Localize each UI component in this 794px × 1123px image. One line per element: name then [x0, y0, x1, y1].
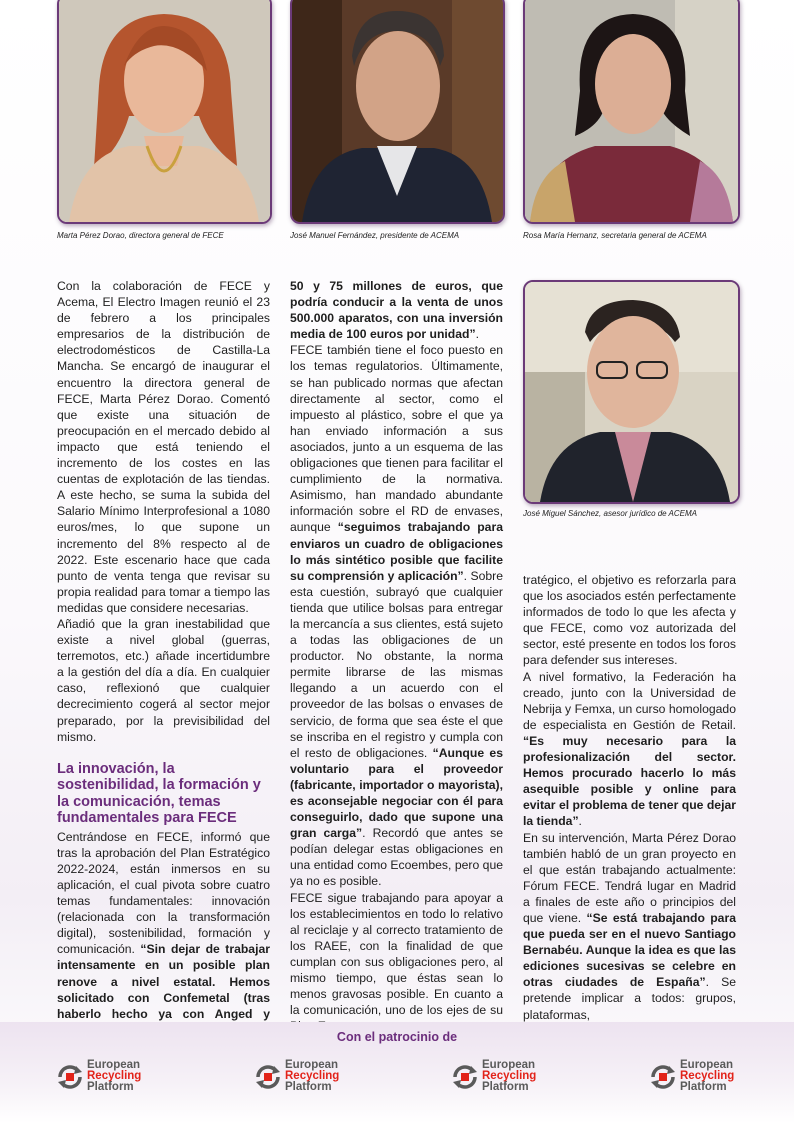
article-column-2: [290, 278, 503, 1034]
paragraph-text: .: [578, 814, 582, 829]
photo-caption: Marta Pérez Dorao, directora general de FECE: [57, 231, 224, 240]
quote: “seguimos trabajando para enviaros un cuadro de obligaciones lo más sintético posible que facilite su comprensión y aplicación”: [290, 520, 503, 583]
quote: “Se está trabajando para que pueda ser en el nuevo Santiago Bernabéu. Aunque la idea es que las ediciones sucesivas se celebre en otras ciudades de España”: [523, 910, 736, 990]
paragraph-text: . Recordó que antes se podían delegar estas obligaciones en una entidad como Ecoembes, pero que ya no es posible.: [290, 826, 503, 889]
logo-text: [285, 1060, 339, 1093]
logo-line: European: [87, 1059, 141, 1071]
european-recycling-platform-logo: [254, 1060, 354, 1096]
photo-jose-miguel-sanchez: [523, 280, 740, 504]
recycling-arrows-icon: [649, 1063, 677, 1091]
paragraph-text: En su intervención, Marta Pérez Dorao también habló de un gran proyecto en el que están trabajando actualmente: Fórum FECE. Tendrá lugar en Madrid a finales de este año o principios del que viene.: [523, 830, 736, 925]
recycling-arrows-icon: [254, 1063, 282, 1091]
photo-caption: Rosa María Hernanz, secretaria general de ACEMA: [523, 231, 707, 240]
logo-line: Platform: [87, 1081, 134, 1093]
logo-line: Platform: [482, 1081, 529, 1093]
european-recycling-platform-logo: [56, 1060, 156, 1096]
logo-line: Platform: [680, 1081, 727, 1093]
quote: “Sin dejar de trabajar intensamente en un posible plan renove a nivel estatal. Hemos solicitado con Confemetal (tras haberlo hecho ya con Anged y: [57, 942, 270, 1021]
quote: 50 y 75 millones de euros, que podría conducir a la venta de unos 500.000 aparatos, con una inversión media de 100 euros por unidad”: [290, 279, 503, 342]
portrait-image: [292, 0, 503, 222]
paragraph: [290, 342, 503, 889]
logo-line: Recycling: [285, 1070, 340, 1082]
portrait-image: [59, 0, 270, 222]
recycling-arrows-icon: [451, 1063, 479, 1091]
european-recycling-platform-logo: [649, 1060, 749, 1096]
logo-line: European: [285, 1059, 339, 1071]
paragraph: Con la colaboración de FECE y Acema, El Electro Imagen reunió el 23 de febrero a los principales empresarios de la distribución de electrodomésticos de Castilla-La Mancha. Se encargó de inaugurar el encuentro la directora general de FECE, Marta Pérez Dorao. Comentó que existe una situación de preocupación en el mercado debido al impacto que está teniendo el incremento de los costes en las cuentas de explotación de las tiendas. A este hecho, se suma la subida del Salario Mínimo Interprofesional a 1080 euros/mes, lo que supone un incremento del 8% respecto al de 2022. Este escenario hace que cada punto de venta tenga que revisar su propia realidad para tomar a tiempo las medidas que considere necesarias.: [57, 279, 270, 615]
article-column-3: [523, 572, 736, 1023]
logo-line: Recycling: [482, 1070, 537, 1082]
paragraph-text: A nivel formativo, la Federación ha creado, junto con la Universidad de Nebrija y Femxa, un curso homologado de especialista en Gestión de Retail.: [523, 669, 736, 732]
paragraph: [290, 278, 503, 342]
paragraph-text: . Se pretende implicar a todos: grupos, plataformas,: [523, 975, 736, 1022]
photo-caption: José Miguel Sánchez, asesor jurídico de ACEMA: [523, 509, 698, 518]
portrait-image: [525, 0, 738, 222]
section-heading: La innovación, la sostenibilidad, la formación y la comunicación, temas fundamentales para FECE: [57, 760, 261, 827]
photo-marta-perez-dorao: [57, 0, 272, 224]
paragraph: tratégico, el objetivo es reforzarla para que los asociados estén perfectamente informados de todo lo que les afecta y que FECE, como voz autorizada del sector, esté presente en todos los foros para defender sus intereses.: [523, 573, 736, 668]
paragraph-text: FECE también tiene el foco puesto en los temas regulatorios. Últimamente, se han publicado normas que afectan directamente al sector, como el impuesto al plástico, sobre el que ya han enviado información a sus asociados, junto a un esquema de las obligaciones que tienen para facilitar el cumplimiento de la normativa. Asimismo, han mandado abundante información sobre el RD de envases, aunque: [290, 343, 503, 535]
logo-text: [680, 1060, 734, 1093]
paragraph: [523, 669, 736, 830]
portrait-image: [525, 282, 738, 502]
quote: “Es muy necesario para la profesionalización del sector. Hemos procurado hacerlo lo más asequible posible y online para evitar el problema de tener que dejar la tienda”: [523, 733, 736, 829]
logo-line: Recycling: [87, 1070, 142, 1082]
photo-jose-manuel-fernandez: [290, 0, 505, 224]
article-column-1: [57, 278, 270, 1070]
paragraph: [523, 830, 736, 1023]
paragraph-text: Centrándose en FECE, informó que tras la aprobación del Plan Estratégico 2022-2024, están inmersos en su aplicación, el cual pivota sobre cuatro temas fundamentales: innovación (relacionada con la transformación digital), sostenibilidad, formación y comunicación.: [57, 829, 270, 957]
logo-line: European: [680, 1059, 734, 1071]
logo-line: European: [482, 1059, 536, 1071]
photo-caption: José Manuel Fernández, presidente de ACEMA: [290, 231, 460, 240]
logo-line: Recycling: [680, 1070, 735, 1082]
sponsor-title: Con el patrocinio de: [336, 1030, 458, 1044]
paragraph: FECE sigue trabajando para apoyar a los establecimientos en todo lo relativo al reciclaje y al correcto tratamiento de los RAEE, con la finalidad de que cumplan con sus obligaciones pero, al mismo tiempo, que éstas sean lo menos gravosas posible. En cuanto a la comunicación, uno de los ejes de su: [290, 890, 503, 1018]
paragraph-text: . Sobre esta cuestión, subrayó que cualquier tienda que utilice bolsas para entregar la mercancía a sus clientes, está sujeto a todas las obligaciones de un productor. No obstante, la norma permite librarse de las mismas llegando a un acuerdo con el proveedor de las bolsas o envases de servicio, de forma que sea éste el que se inscriba en el registro y cumpla con el resto de obligaciones.: [290, 568, 503, 760]
quote: “Aunque es voluntario para el proveedor (fabricante, importador o mayorista), es aconsejable negociar con él para conseguirlo, dado que supone una gran carga”: [290, 745, 503, 841]
european-recycling-platform-logo: [451, 1060, 551, 1096]
photo-rosa-maria-hernanz: [523, 0, 740, 224]
paragraph: Añadió que la gran inestabilidad que existe a nivel global (guerras, terremotos, etc.) añade incertidumbre a la gestión del día a día. En cualquier caso, reflexionó que cualquier decrecimiento cogerá al sector mejor preparado, por la previsibilidad del mismo.: [57, 616, 270, 744]
paragraph-text: .: [475, 327, 479, 342]
logo-text: [87, 1060, 141, 1093]
logo-text: [482, 1060, 536, 1093]
recycling-arrows-icon: [56, 1063, 84, 1091]
logo-line: Platform: [285, 1081, 332, 1093]
